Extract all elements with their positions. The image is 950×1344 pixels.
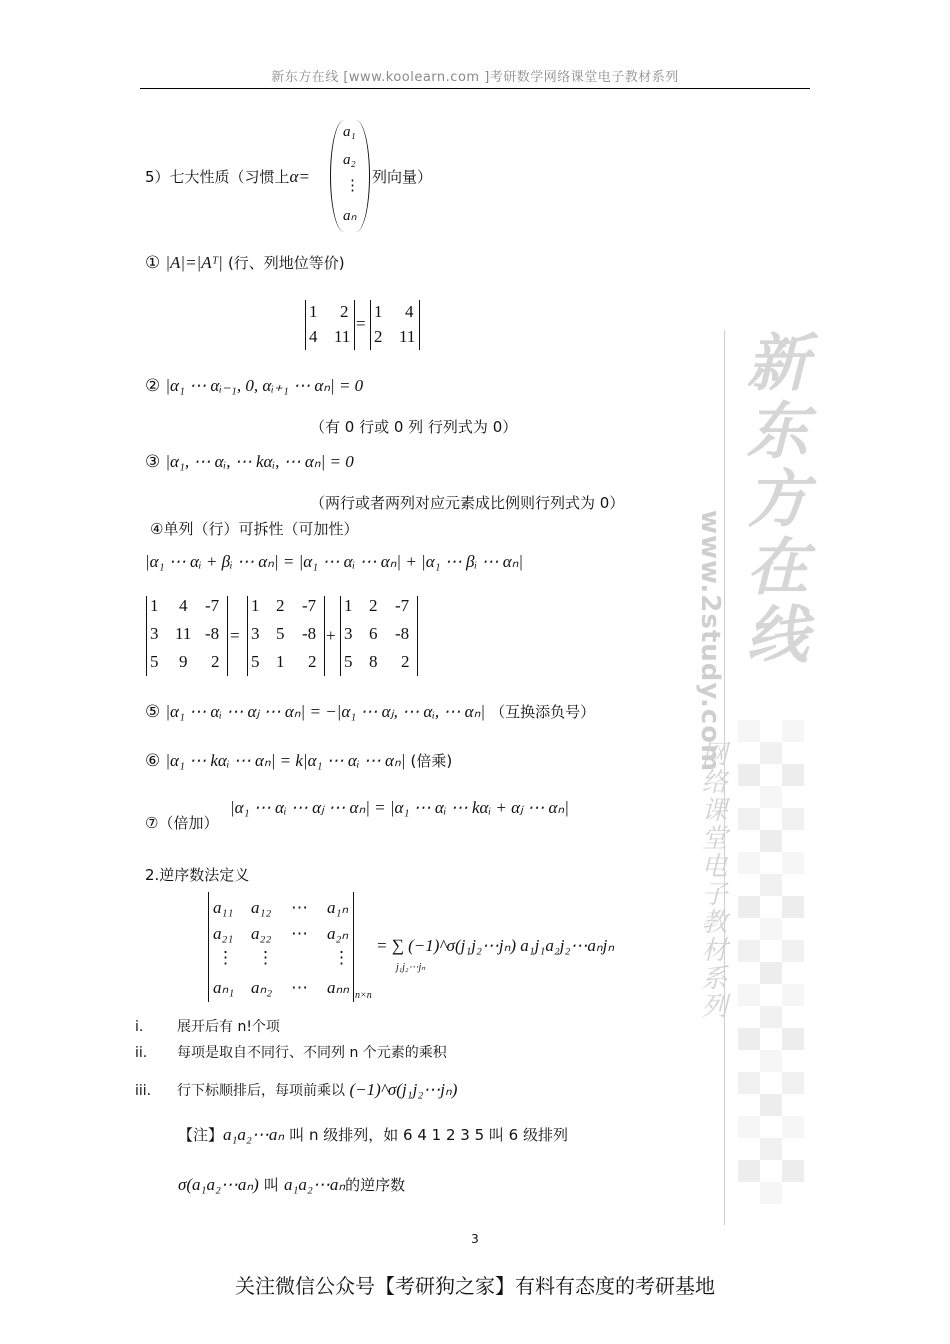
det-cell: 2 — [211, 652, 220, 671]
checker-tile — [782, 808, 804, 830]
checker-tile — [782, 764, 804, 786]
det-cell: 2 — [276, 596, 285, 615]
equals-sign: = — [230, 626, 240, 645]
det-cell: a₁₁ — [213, 898, 234, 917]
alpha-equals: α= — [289, 167, 310, 186]
det-cell: 2 — [374, 327, 383, 346]
det-cell: 11 — [399, 327, 416, 346]
property-5-note: （互换添负号） — [490, 703, 596, 721]
det-cell: ⋯ — [291, 924, 308, 943]
section5-label: 5）七大性质（习惯上α= — [145, 167, 310, 186]
det-cell: a₂ₙ — [327, 924, 349, 943]
checker-tile — [738, 852, 760, 874]
vector-entry: a₂ — [343, 152, 356, 168]
header-rule — [140, 88, 810, 89]
property-2-note: （有 0 行或 0 列 行列式为 0） — [310, 418, 518, 436]
property-2: ② |α₁ ⋯ αᵢ₋₁, 0, αᵢ₊₁ ⋯ αₙ| = 0 — [145, 376, 364, 396]
det-cell: 5 — [150, 652, 159, 671]
checker-tile — [738, 1160, 760, 1182]
det-cell: 5 — [344, 652, 353, 671]
det-cell: 1 — [150, 596, 159, 615]
property-7-formula: |α₁ ⋯ αᵢ ⋯ αⱼ ⋯ αₙ| = |α₁ ⋯ αᵢ ⋯ kαᵢ + αⱼ ⋯ αₙ| — [230, 798, 569, 817]
det-cell: a₂₂ — [251, 924, 272, 943]
det-cell: ⋯ — [291, 898, 308, 917]
checker-tile — [782, 896, 804, 918]
det-cell: 3 — [344, 624, 353, 643]
plus-sign: + — [326, 626, 336, 645]
list-item: iii. 行下标顺排后，每项前乘以 (−1)^σ(j₁j₂⋯jₙ) — [135, 1080, 458, 1099]
list-item: i. 展开后有 n!个项 — [135, 1019, 280, 1035]
property-2-formula: |α₁ ⋯ αᵢ₋₁, 0, αᵢ₊₁ ⋯ αₙ| = 0 — [165, 376, 364, 395]
vector-entry: aₙ — [343, 208, 357, 224]
checker-tile — [738, 720, 760, 742]
det-cell: ⋮ — [217, 948, 234, 967]
property-3-note: （两行或者两列对应元素成比例则行列式为 0） — [310, 494, 625, 512]
det-cell: aₙ₁ — [213, 978, 235, 997]
property-6-formula: |α₁ ⋯ kαᵢ ⋯ αₙ| = k|α₁ ⋯ αᵢ ⋯ αₙ| — [165, 751, 406, 770]
det-cell: -7 — [395, 596, 410, 615]
det-cell: 2 — [340, 302, 349, 321]
det-cell: -8 — [205, 624, 220, 643]
general-determinant — [208, 892, 354, 1002]
checker-tile — [760, 1182, 782, 1204]
vector-entry: ⋮ — [345, 178, 360, 194]
checker-tile — [738, 764, 760, 786]
checker-tile — [782, 1072, 804, 1094]
property-3: ③ |α₁, ⋯ αᵢ, ⋯ kαᵢ, ⋯ αₙ| = 0 — [145, 452, 354, 472]
det-cell: -7 — [205, 596, 220, 615]
property-4-formula: |α₁ ⋯ αᵢ + βᵢ ⋯ αₙ| = |α₁ ⋯ αᵢ ⋯ αₙ| + |α₁ ⋯ βᵢ ⋯ αₙ| — [145, 552, 524, 571]
watermark-series: 网络课堂电子教材系列 — [697, 740, 727, 1020]
property-5-formula: |α₁ ⋯ αᵢ ⋯ αⱼ ⋯ αₙ| = −|α₁ ⋯ αⱼ, ⋯ αᵢ, ⋯ αₙ| — [165, 702, 486, 721]
property-1: ① |A|=|Aᵀ| (行、列地位等价) — [145, 253, 345, 273]
det-cell: a₁₂ — [251, 898, 272, 917]
sum-index: j₁j₂⋯jₙ — [396, 962, 426, 973]
det-cell: 5 — [251, 652, 260, 671]
page-number: 3 — [471, 1232, 479, 1246]
checker-tile — [782, 720, 804, 742]
checker-tile — [760, 1094, 782, 1116]
det-cell: a₂₁ — [213, 924, 234, 943]
property-6-note: (倍乘) — [410, 752, 453, 770]
det-cell: ⋮ — [257, 948, 274, 967]
checker-tile — [760, 742, 782, 764]
det-cell: 4 — [405, 302, 414, 321]
det-cell: 4 — [179, 596, 188, 615]
det-cell: 2 — [369, 596, 378, 615]
checker-tile — [782, 1116, 804, 1138]
det-cell: -7 — [302, 596, 317, 615]
det-cell: a₁ₙ — [327, 898, 349, 917]
checker-tile — [738, 896, 760, 918]
vector-entry: a₁ — [343, 124, 356, 140]
matrix-b — [247, 596, 325, 676]
det-cell: 8 — [369, 652, 378, 671]
det-cell: 3 — [251, 624, 260, 643]
property-3-formula: |α₁, ⋯ αᵢ, ⋯ kαᵢ, ⋯ αₙ| = 0 — [165, 452, 354, 471]
list-item: ii. 每项是取自不同行、不同列 n 个元素的乘积 — [135, 1045, 447, 1061]
matrix-a — [146, 596, 228, 676]
page-footer: 关注微信公众号【考研狗之家】有料有态度的考研基地 — [235, 1274, 715, 1298]
checker-tile — [760, 962, 782, 984]
watermark-url: www.2study.com — [695, 510, 725, 773]
checker-tile — [738, 940, 760, 962]
checker-tile — [782, 1160, 804, 1182]
property-1-formula: |A|=|Aᵀ| — [165, 253, 223, 272]
checker-tile — [738, 1028, 760, 1050]
property-1-note: (行、列地位等价) — [227, 254, 345, 272]
det-cell: 9 — [179, 652, 188, 671]
checker-tile — [738, 1072, 760, 1094]
checker-tile — [782, 852, 804, 874]
determinant-rhs — [370, 300, 420, 350]
matrix-c — [340, 596, 418, 676]
det-cell: 1 — [309, 302, 318, 321]
det-cell: 2 — [401, 652, 410, 671]
checker-tile — [782, 1028, 804, 1050]
checker-tile — [738, 984, 760, 1006]
sign-factor: (−1)^σ(j₁j₂⋯jₙ) — [349, 1080, 458, 1099]
expansion-formula: = ∑ (−1)^σ(j₁j₂⋯jₙ) a₁j₁a₂j₂⋯aₙjₙ — [376, 936, 615, 955]
section5-suffix: 列向量） — [372, 168, 433, 186]
section2-title: 2.逆序数法定义 — [145, 866, 250, 884]
det-cell: 11 — [334, 327, 351, 346]
checker-tile — [760, 918, 782, 940]
note-line-1: 【注】a₁a₂⋯aₙ 叫 n 级排列，如 6 4 1 2 3 5 叫 6 级排列 — [178, 1125, 568, 1144]
det-cell: ⋯ — [291, 978, 308, 997]
checker-tile — [760, 1006, 782, 1028]
det-cell: 5 — [276, 624, 285, 643]
checker-tile — [738, 1116, 760, 1138]
checker-tile — [782, 940, 804, 962]
det-cell: ⋮ — [333, 948, 350, 967]
checker-tile — [760, 830, 782, 852]
note-line-2: σ(a₁a₂⋯aₙ) 叫 a₁a₂⋯aₙ的逆序数 — [178, 1175, 406, 1194]
checker-tile — [760, 786, 782, 808]
det-cell: 11 — [175, 624, 192, 643]
det-cell: 6 — [369, 624, 378, 643]
checker-tile — [782, 984, 804, 1006]
det-cell: 1 — [251, 596, 260, 615]
determinant-lhs — [305, 300, 355, 350]
checker-tile — [760, 874, 782, 896]
det-cell: 2 — [308, 652, 317, 671]
matrix-size: n×n — [355, 990, 372, 1001]
det-cell: 3 — [150, 624, 159, 643]
det-cell: 1 — [344, 596, 353, 615]
checker-tile — [738, 808, 760, 830]
det-cell: 4 — [309, 327, 318, 346]
det-cell: -8 — [302, 624, 317, 643]
watermark-brand: 新东方在线 — [736, 330, 809, 670]
det-cell: -8 — [395, 624, 410, 643]
property-6: ⑥ |α₁ ⋯ kαᵢ ⋯ αₙ| = k|α₁ ⋯ αᵢ ⋯ αₙ| (倍乘) — [145, 751, 453, 771]
det-cell: 1 — [374, 302, 383, 321]
det-cell: 1 — [276, 652, 285, 671]
checker-tile — [760, 1050, 782, 1072]
page-header: 新东方在线 [www.koolearn.com ]考研数学网络课堂电子教材系列 — [271, 70, 679, 85]
det-cell: aₙ₂ — [251, 978, 273, 997]
property-4-title: ④单列（行）可拆性（可加性） — [150, 520, 359, 538]
equals-sign: = — [356, 314, 366, 333]
property-5: ⑤ |α₁ ⋯ αᵢ ⋯ αⱼ ⋯ αₙ| = −|α₁ ⋯ αⱼ, ⋯ αᵢ, ⋯ αₙ| （互换添负号） — [145, 702, 596, 722]
checker-tile — [760, 1138, 782, 1160]
det-cell: aₙₙ — [327, 978, 350, 997]
column-vector — [330, 120, 370, 232]
property-7-label: ⑦（倍加） — [145, 814, 219, 832]
